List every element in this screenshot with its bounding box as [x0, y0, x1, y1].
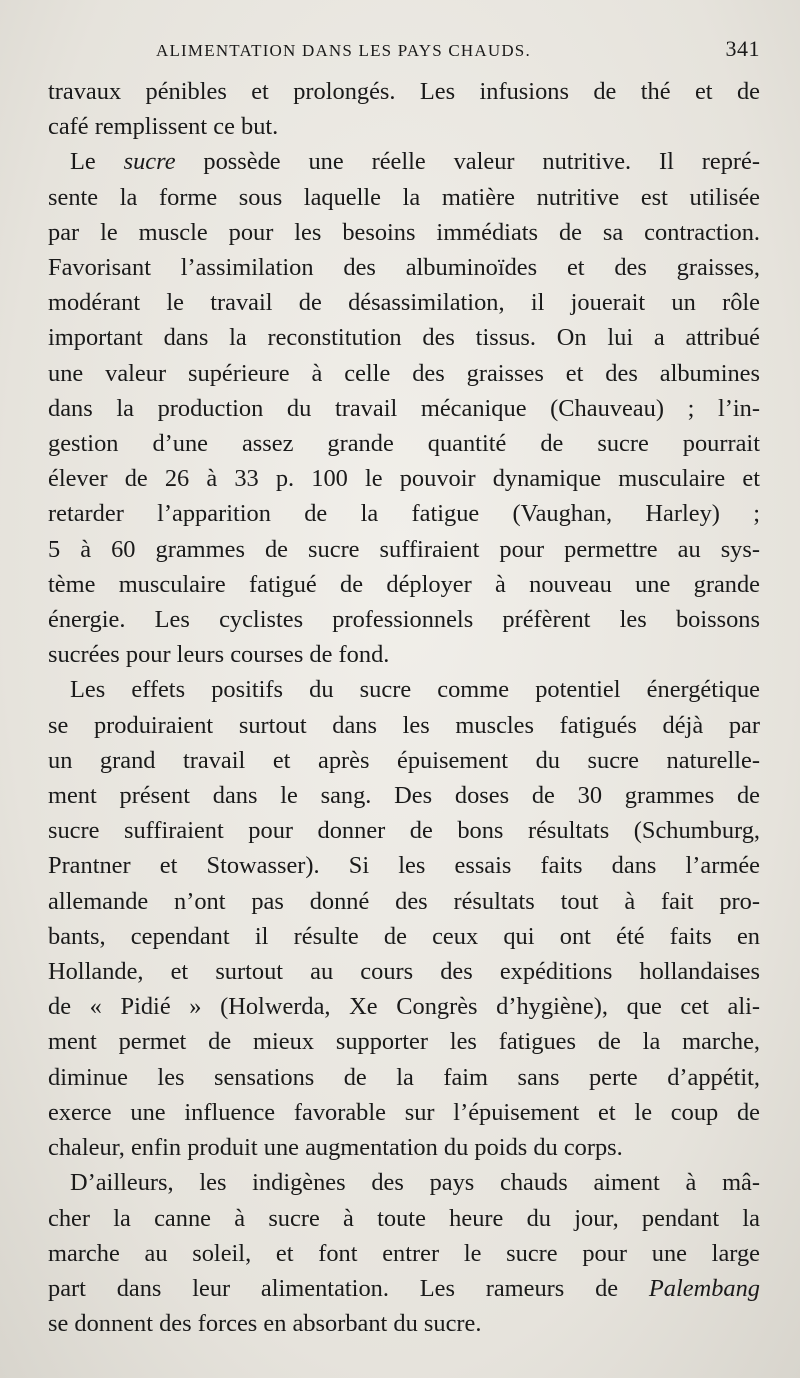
text-line: énergie. Les cyclistes professionnels préfèrent les boissons [48, 606, 760, 634]
page-number: 341 [725, 36, 760, 61]
text-line: se produiraient surtout dans les muscles fatigués déjà par [48, 711, 760, 739]
text-line: 5 à 60 grammes de sucre suffiraient pour permettre au sys- [48, 535, 760, 563]
text-line: bants, cependant il résulte de ceux qui ont été faits en [48, 922, 760, 950]
text-line: chaleur, enfin produit une augmentation du poids du corps. [48, 1134, 623, 1162]
text-line: un grand travail et après épuisement du sucre naturelle- [48, 746, 760, 774]
text-fragment: Le [70, 148, 124, 176]
text-line: diminue les sensations de la faim sans perte d’appétit, [48, 1063, 760, 1091]
text-line: gestion d’une assez grande quantité de sucre pourrait [48, 430, 760, 458]
text-line: par le muscle pour les besoins immédiats de sa contraction. [48, 218, 760, 246]
text-line: exerce une influence favorable sur l’épuisement et le coup de [48, 1098, 760, 1126]
text-fragment: possède une réelle valeur nutritive. Il repré- [175, 148, 760, 176]
text-line: important dans la reconstitution des tissus. On lui a attribué [48, 324, 760, 352]
text-line: Prantner et Stowasser). Si les essais faits dans l’armée [48, 852, 760, 880]
body-text [48, 74, 760, 1341]
text-line: modérant le travail de désassimilation, il jouerait un rôle [48, 289, 760, 317]
text-line: café remplissent ce but. [48, 113, 279, 141]
paragraph-3 [48, 672, 760, 1165]
text-line: se donnent des forces en absorbant du sucre. [48, 1310, 482, 1338]
paragraph-4 [48, 1165, 760, 1341]
text-line: retarder l’apparition de la fatigue (Vaughan, Harley) ; [48, 500, 760, 528]
text-line: allemande n’ont pas donné des résultats tout à fait pro- [48, 887, 760, 915]
text-line: Hollande, et surtout au cours des expéditions hollandaises [48, 958, 760, 986]
text-line: de « Pidié » (Holwerda, Xe Congrès d’hygiène), que cet ali- [48, 993, 760, 1021]
text-line: sente la forme sous laquelle la matière nutritive est utilisée [48, 183, 760, 211]
text-line: tème musculaire fatigué de déployer à nouveau une grande [48, 570, 760, 598]
text-line: Les effets positifs du sucre comme potentiel énergétique [70, 676, 760, 704]
text-line: cher la canne à sucre à toute heure du jour, pendant la [48, 1204, 760, 1232]
running-header [48, 36, 760, 74]
running-title: ALIMENTATION DANS LES PAYS CHAUDS. [156, 41, 531, 60]
text-line: sucre suffiraient pour donner de bons résultats (Schumburg, [48, 817, 760, 845]
text-line [48, 144, 760, 179]
text-line: ment présent dans le sang. Des doses de 30 grammes de [48, 782, 760, 810]
text-line: marche au soleil, et font entrer le sucre pour une large [48, 1239, 760, 1267]
text-line: D’ailleurs, les indigènes des pays chauds aiment à mâ- [70, 1169, 760, 1197]
text-line: sucrées pour leurs courses de fond. [48, 641, 390, 669]
text-line: élever de 26 à 33 p. 100 le pouvoir dynamique musculaire et [48, 465, 760, 493]
text-line: ment permet de mieux supporter les fatigues de la marche, [48, 1028, 760, 1056]
text-line: Favorisant l’assimilation des albuminoïdes et des graisses, [48, 254, 760, 282]
paragraph-1 [48, 74, 760, 144]
text-line: travaux pénibles et prolongés. Les infusions de thé et de [48, 78, 760, 105]
text-fragment: part dans leur alimentation. Les rameurs de [48, 1274, 649, 1302]
italic-term-sucre: sucre [123, 148, 176, 176]
paragraph-2 [48, 144, 760, 672]
italic-place-palembang: Palembang [648, 1274, 760, 1302]
text-line [48, 1271, 760, 1306]
text-line: dans la production du travail mécanique (Chauveau) ; l’in- [48, 394, 760, 422]
text-line: une valeur supérieure à celle des graisses et des albumines [48, 359, 760, 387]
